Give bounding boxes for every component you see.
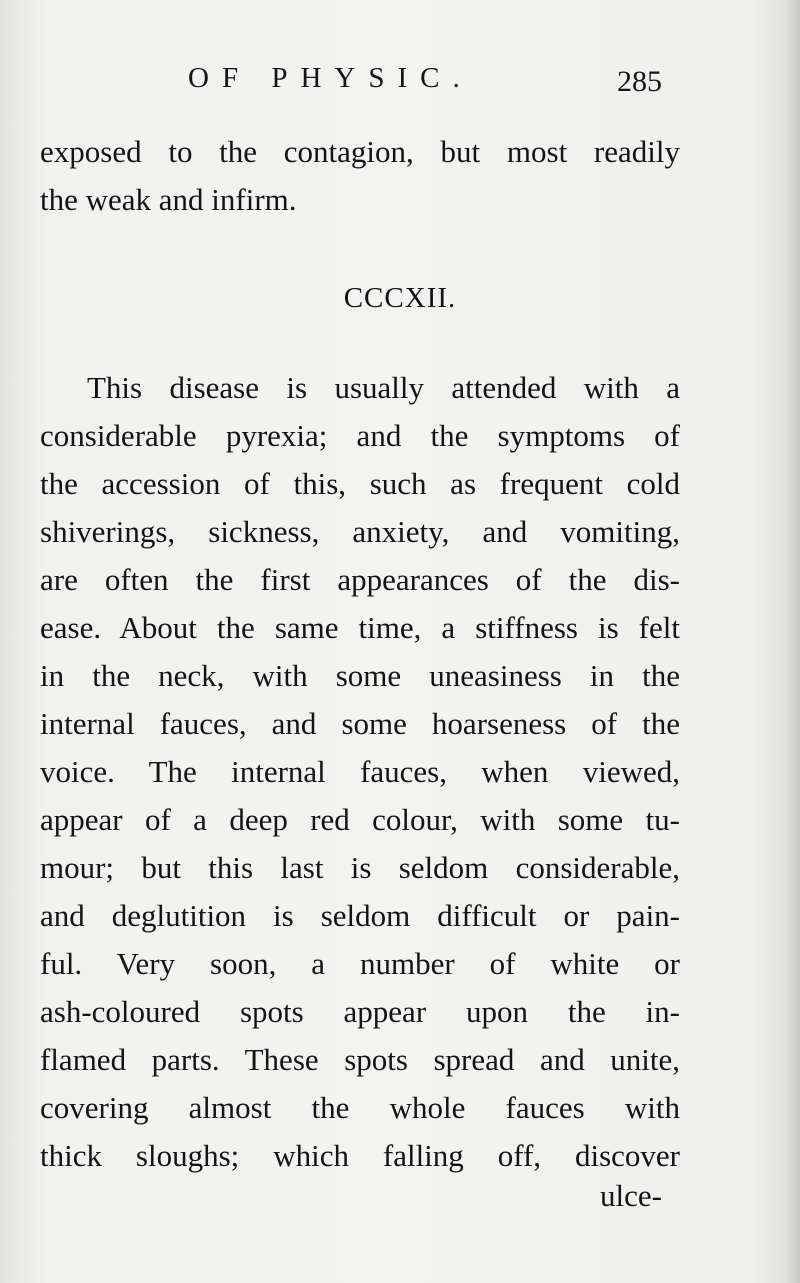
text-line: thick sloughs; which falling off, discover xyxy=(40,1138,680,1173)
text-line: ful. Very soon, a number of white or xyxy=(40,946,680,981)
text-line: the weak and infirm. xyxy=(40,182,297,217)
text-line: internal fauces, and some hoarseness of the xyxy=(40,706,680,741)
page-number: 285 xyxy=(617,65,662,98)
running-head: OF PHYSIC. xyxy=(188,62,473,94)
page-header xyxy=(0,62,800,102)
page-edge-shadow xyxy=(786,0,800,1283)
paragraph-first-line: This disease is usually attended with a xyxy=(87,370,680,405)
text-line: appear of a deep red colour, with some tu- xyxy=(40,802,680,837)
text-line: ash-coloured spots appear upon the in- xyxy=(40,994,680,1029)
text-line: exposed to the contagion, but most readily xyxy=(40,134,680,169)
text-line: considerable pyrexia; and the symptoms of xyxy=(40,418,680,453)
text-line: and deglutition is seldom difficult or pain- xyxy=(40,898,680,933)
text-line: covering almost the whole fauces with xyxy=(40,1090,680,1125)
text-line: shiverings, sickness, anxiety, and vomiting, xyxy=(40,514,680,549)
text-line: mour; but this last is seldom considerable, xyxy=(40,850,680,885)
catchword: ulce- xyxy=(600,1178,662,1213)
text-line: flamed parts. These spots spread and unite, xyxy=(40,1042,680,1077)
text-line: voice. The internal fauces, when viewed, xyxy=(40,754,680,789)
section-number: CCCXII. xyxy=(343,282,457,314)
text-line: in the neck, with some uneasiness in the xyxy=(40,658,680,693)
text-line: the accession of this, such as frequent cold xyxy=(40,466,680,501)
text-line: are often the first appearances of the dis- xyxy=(40,562,680,597)
text-line: ease. About the same time, a stiffness is felt xyxy=(40,610,680,645)
